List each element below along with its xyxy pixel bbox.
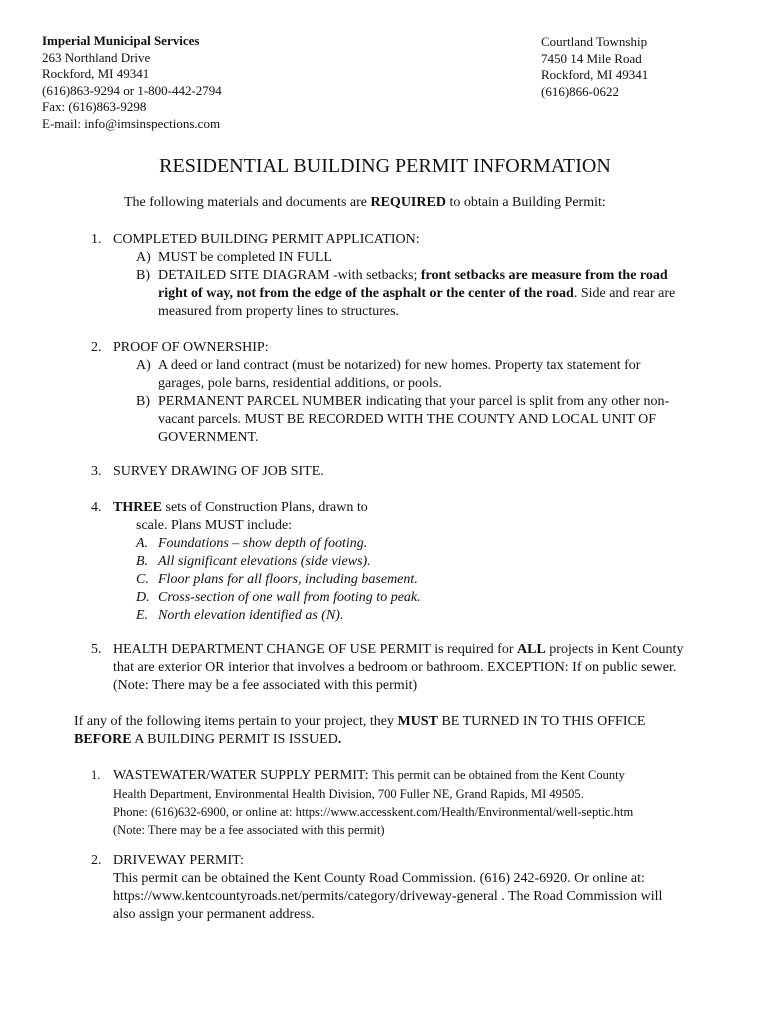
notice-paragraph: If any of the following items pertain to your project, they MUST BE TURNED IN TO THIS OFFICE BEFORE A BUILDING PERMIT IS ISSUED.	[74, 714, 646, 747]
plan-item-c: C. Floor plans for all floors, including basement.	[136, 572, 418, 587]
extra-item-2: 2. DRIVEWAY PERMIT: This permit can be obtained the Kent County Road Commission. (616) 242-6920. Or online at: https://www.kentcountyroads.net/permits/category/driveway-general . The Road Commission will also assign your permanent address.	[91, 852, 751, 924]
plan-item-b: B. All significant elevations (side views).	[136, 554, 371, 569]
extra-item-1: 1. WASTEWATER/WATER SUPPLY PERMIT: This permit can be obtained from the Kent County Health Department, Environmental Health Division, 700 Fuller NE, Grand Rapids, MI 49505. Phone: (616)632-6900, or online at: https://www.accesskent.com/Health/Environmental/well-septic.htm (Note: There may be a fee associated with this permit)	[91, 768, 634, 837]
item-title: SURVEY DRAWING OF JOB SITE.	[113, 464, 324, 479]
item-title: DRIVEWAY PERMIT:	[113, 853, 244, 868]
sub-item-a: A) MUST be completed IN FULL	[136, 250, 332, 265]
sub-item-b: B) DETAILED SITE DIAGRAM -with setbacks; front setbacks are measure from the road right of way, not from the edge of the asphalt or the center of the road. Side and rear are measured from property lines to structures.	[136, 268, 676, 319]
item-title: PROOF OF OWNERSHIP:	[113, 340, 269, 355]
sender-address-block	[42, 33, 222, 132]
township-street: 7450 14 Mile Road	[541, 50, 642, 66]
requirement-item-3: 3. SURVEY DRAWING OF JOB SITE.	[91, 463, 741, 481]
company-name: Imperial Municipal Services	[42, 33, 200, 48]
township-phone: (616)866-0622	[541, 83, 619, 99]
township-city: Rockford, MI 49341	[541, 67, 649, 82]
requirement-item-2: 2. PROOF OF OWNERSHIP: A) A deed or land contract (must be notarized) for new homes. Property tax statement for garages, pole barns, residential additions, or pools. B) PERMANENT PARCEL NUMBER indicating that your parcel is split from any other non- vacant parcels. MUST BE RECORDED WITH THE COUNTY AND LOCAL UNIT OF GOVERNMENT.	[91, 339, 741, 447]
requirement-item-4: 4. THREE sets of Construction Plans, drawn to scale. Plans MUST include: A. Foundations – show depth of footing. B. All significant elevations (side views). C. Floor plans for all floors, including basement. D. Cross-section of one wall from footing to peak. E. North elevation identified as (N).	[91, 499, 741, 625]
plan-item-e: E. North elevation identified as (N).	[136, 608, 344, 623]
company-street: 263 Northland Drive	[42, 49, 151, 65]
requirement-item-1: 1. COMPLETED BUILDING PERMIT APPLICATION: A) MUST be completed IN FULL B) DETAILED SITE DIAGRAM -with setbacks; front setbacks are measure from the road right of way, not from the edge of the asphalt or the center of the road. Side and rear are measured from property lines to structures.	[91, 231, 741, 321]
company-fax: Fax: (616)863-9298	[42, 99, 147, 114]
requirement-item-5: 5. HEALTH DEPARTMENT CHANGE OF USE PERMIT is required for ALL projects in Kent County that are exterior OR interior that involves a bedroom or bathroom. EXCEPTION: If on public sewer. (Note: There may be a fee associated with this permit)	[91, 642, 684, 693]
item-title: COMPLETED BUILDING PERMIT APPLICATION:	[113, 232, 420, 247]
township-address-block	[541, 34, 648, 100]
company-phone: (616)863-9294 or 1-800-442-2794	[42, 82, 222, 98]
company-email: E-mail: info@imsinspections.com	[42, 115, 221, 131]
township-name: Courtland Township	[541, 34, 648, 49]
page-title: RESIDENTIAL BUILDING PERMIT INFORMATION	[159, 155, 611, 177]
plan-item-d: D. Cross-section of one wall from footing to peak.	[136, 590, 421, 605]
sub-item-b: B) PERMANENT PARCEL NUMBER indicating that your parcel is split from any other non- vacant parcels. MUST BE RECORDED WITH THE COUNTY AND LOCAL UNIT OF GOVERNMENT.	[136, 394, 670, 445]
company-city: Rockford, MI 49341	[42, 66, 150, 81]
plan-item-a: A. Foundations – show depth of footing.	[136, 536, 368, 551]
intro-text: The following materials and documents are REQUIRED to obtain a Building Permit:	[124, 195, 606, 210]
item-title: THREE sets of Construction Plans, drawn to	[113, 500, 368, 515]
sub-item-a: A) A deed or land contract (must be notarized) for new homes. Property tax statement for garages, pole barns, residential additions, or pools.	[136, 358, 641, 391]
